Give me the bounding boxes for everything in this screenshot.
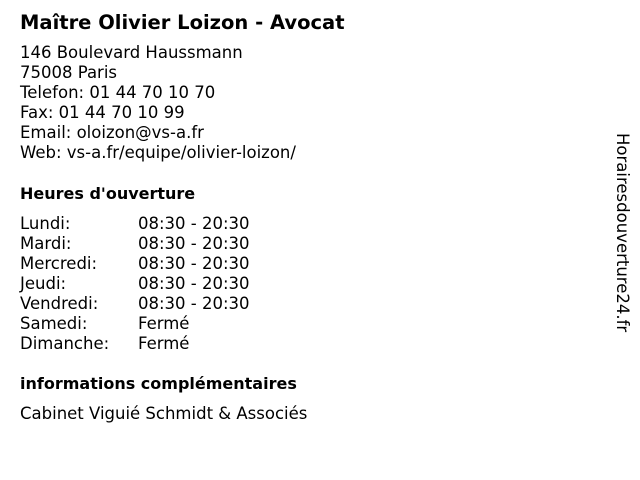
- day-label: Mercredi:: [20, 254, 98, 273]
- hours-value: 08:30 - 20:30: [138, 214, 250, 233]
- email-address: Email: oloizon@vs-a.fr: [20, 123, 204, 142]
- hours-value: Fermé: [138, 334, 190, 353]
- website-address: Web: vs-a.fr/equipe/olivier-loizon/: [20, 143, 296, 162]
- additional-info-heading: informations complémentaires: [20, 374, 297, 393]
- hours-value: 08:30 - 20:30: [138, 274, 250, 293]
- day-label: Dimanche:: [20, 334, 110, 353]
- hours-value: 08:30 - 20:30: [138, 254, 250, 273]
- hours-value: Fermé: [138, 314, 190, 333]
- phone-number: Telefon: 01 44 70 10 70: [20, 83, 216, 102]
- day-label: Jeudi:: [20, 274, 67, 293]
- day-label: Vendredi:: [20, 294, 99, 313]
- fax-number: Fax: 01 44 70 10 99: [20, 103, 185, 122]
- day-label: Samedi:: [20, 314, 88, 333]
- day-label: Mardi:: [20, 234, 72, 253]
- contact-block: [20, 43, 296, 163]
- day-label: Lundi:: [20, 214, 71, 233]
- opening-hours-heading: Heures d'ouverture: [20, 184, 196, 203]
- brand-watermark: Horairesdouverture24.fr: [613, 133, 632, 333]
- additional-info-text: Cabinet Viguié Schmidt & Associés: [20, 404, 308, 423]
- hours-value: 08:30 - 20:30: [138, 234, 250, 253]
- address-city: 75008 Paris: [20, 63, 118, 82]
- page-title: Maître Olivier Loizon - Avocat: [20, 11, 345, 34]
- hours-value: 08:30 - 20:30: [138, 294, 250, 313]
- address-street: 146 Boulevard Haussmann: [20, 43, 243, 62]
